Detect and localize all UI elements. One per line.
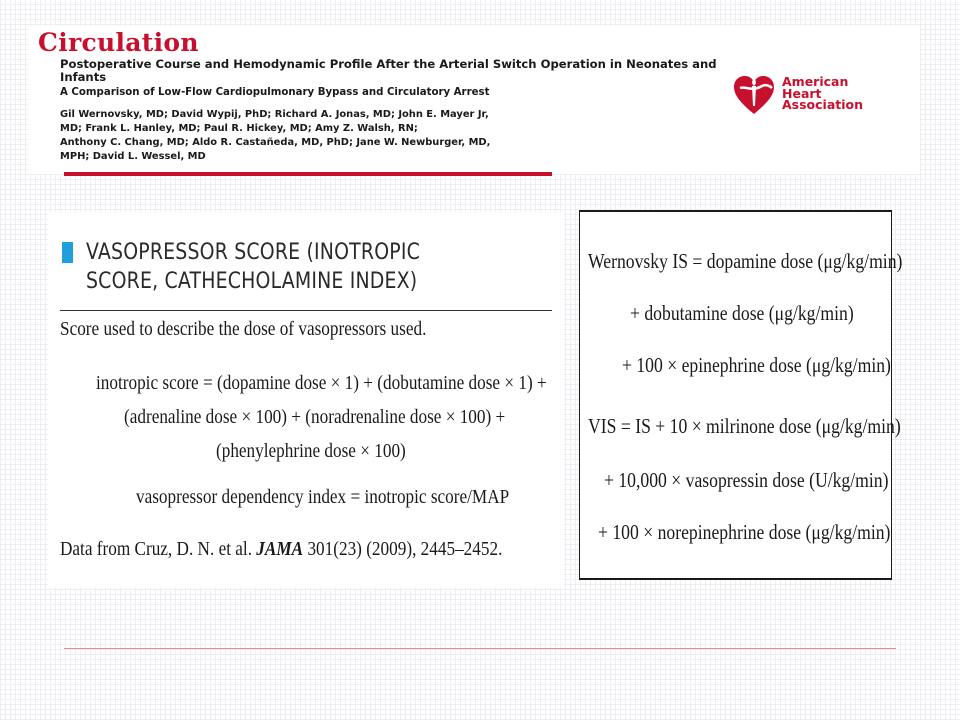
vis-formula-line: VIS = IS + 10 × milrinone dose (μg/kg/min) xyxy=(588,414,901,438)
header-divider xyxy=(64,172,552,176)
vasopressor-score-panel xyxy=(48,212,564,588)
aha-logo xyxy=(732,74,922,116)
footer-divider xyxy=(64,648,896,649)
section-marker xyxy=(62,242,73,263)
vis-formula-line: + dobutamine dose (μg/kg/min) xyxy=(630,301,854,325)
source-citation xyxy=(60,538,502,561)
vis-formula-line: Wernovsky IS = dopamine dose (μg/kg/min) xyxy=(588,249,903,273)
inotropic-formula-line: (phenylephrine dose × 100) xyxy=(216,440,406,462)
vis-formula-panel xyxy=(579,210,903,580)
vis-formula-line: + 10,000 × vasopressin dose (U/kg/min) xyxy=(604,468,889,492)
score-description: Score used to describe the dose of vasopressors used. xyxy=(60,318,427,340)
aha-logo-text: American Heart Association xyxy=(782,74,864,112)
section-divider xyxy=(60,310,552,311)
dependency-index-formula: vasopressor dependency index = inotropic score/MAP xyxy=(136,486,510,508)
source-suffix: 301(23) (2009), 2445–2452. xyxy=(303,538,503,560)
article-subtitle: A Comparison of Low-Flow Cardiopulmonary Bypass and Circulatory Arrest xyxy=(60,87,490,98)
heart-torch-icon xyxy=(732,74,776,116)
section-heading: VASOPRESSOR SCORE (INOTROPIC SCORE, CATHECHOLAMINE INDEX) xyxy=(86,240,421,294)
author-list: Gil Wernovsky, MD; David Wypij, PhD; Richard A. Jonas, MD; John E. Mayer Jr, MD; Frank L. Hanley, MD; Paul R. Hickey, MD; Amy Z. Walsh, RN; Anthony C. Chang, MD; Aldo R. Castañeda, MD, PhD; Jane W. Newburger, MD, MPH; David L. Wessel, MD xyxy=(60,109,491,162)
inotropic-formula-line: inotropic score = (dopamine dose × 1) + (dobutamine dose × 1) + xyxy=(96,372,547,394)
source-prefix: Data from Cruz, D. N. et al. xyxy=(60,538,257,560)
citation-header xyxy=(28,26,920,174)
article-title: Postoperative Course and Hemodynamic Profile After the Arterial Switch Operation in Neonates and Infants xyxy=(60,57,717,84)
vis-formula-line: + 100 × epinephrine dose (μg/kg/min) xyxy=(622,353,891,377)
source-journal: JAMA xyxy=(256,538,304,560)
inotropic-formula-line: (adrenaline dose × 100) + (noradrenaline dose × 100) + xyxy=(124,406,506,428)
vis-formula-line: + 100 × norepinephrine dose (μg/kg/min) xyxy=(598,520,891,544)
journal-title: Circulation xyxy=(38,28,199,57)
